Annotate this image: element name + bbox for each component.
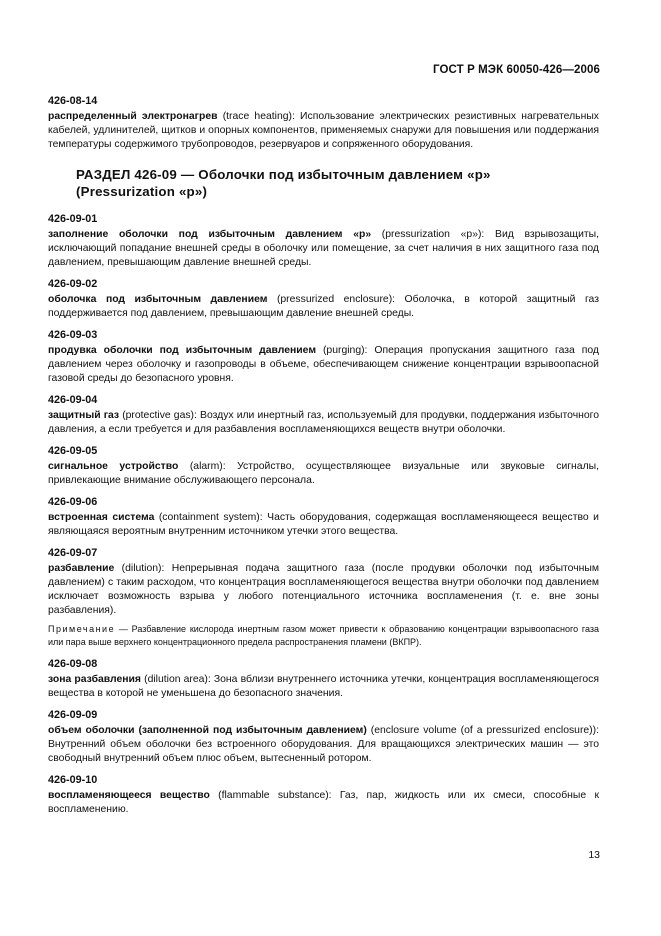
standard-header: ГОСТ Р МЭК 60050-426—2006 bbox=[433, 64, 600, 76]
term-definition bbox=[48, 789, 599, 817]
term-text: (pressurized enclosure): Оболочка, в которой защитный газ поддерживается под давлением, превышающим давление внешней среды. bbox=[48, 294, 599, 319]
note bbox=[48, 623, 599, 648]
term-name: сигнальное устройство bbox=[48, 461, 179, 472]
term-number: 426-09-10 bbox=[48, 774, 98, 786]
term-text: (trace heating): Использование электрических резистивных нагревательных кабелей, удлинителей, щитков и опорных компонентов, применяемых снаружи для повышения или поддержания температуры содержимого трубопроводов, резервуаров и сопряженного оборудования. bbox=[48, 111, 599, 150]
term-text: (containment system): Часть оборудования, содержащая воспламеняющееся вещество и являющаяся вероятным внутренним источником утечки этого вещества. bbox=[48, 512, 599, 537]
term-definition bbox=[48, 293, 599, 321]
page-number: 13 bbox=[588, 849, 600, 861]
term-text: (enclosure volume (of a pressurized enclosure)): Внутренний объем оболочки без встроенного оборудования. Для вращающихся электрических машин — это свободный внутренний объем плюс объем, вытесненный ротором. bbox=[48, 725, 599, 764]
term-number: 426-09-02 bbox=[48, 278, 98, 290]
term-entry bbox=[48, 708, 599, 766]
term-definition bbox=[48, 344, 599, 386]
term-name: продувка оболочки под избыточным давлением bbox=[48, 345, 317, 356]
term-name: воспламеняющееся вещество bbox=[48, 790, 210, 801]
term-number: 426-09-07 bbox=[48, 547, 98, 559]
term-number: 426-09-03 bbox=[48, 329, 98, 341]
term-number: 426-09-01 bbox=[48, 213, 98, 225]
term-text: (flammable substance): Газ, пар, жидкость или их смеси, способные к воспламенению. bbox=[48, 790, 599, 815]
term-entry bbox=[48, 212, 599, 270]
term-definition bbox=[48, 228, 599, 270]
term-entry bbox=[48, 328, 599, 386]
term-entry bbox=[48, 277, 599, 321]
term-name: зона разбавления bbox=[48, 674, 141, 685]
term-name: защитный газ bbox=[48, 410, 120, 421]
term-number: 426-09-09 bbox=[48, 709, 98, 721]
term-number: 426-09-04 bbox=[48, 394, 98, 406]
note-label: Примечание bbox=[48, 624, 116, 634]
term-text: (alarm): Устройство, осуществляющее визуальные или звуковые сигналы, привлекающие внимание обслуживающего персонала. bbox=[48, 461, 599, 486]
page-content bbox=[48, 94, 599, 824]
term-number: 426-09-05 bbox=[48, 445, 98, 457]
term-text: (dilution): Непрерывная подача защитного газа (после продувки оболочки под избыточным давлением) с таким расходом, что концентрация воспламеняющегося вещества внутри оболочки под давлением исключает возможность взрыва у любого потенциального источника воспламенения (т. е. вне зоны разбавления). bbox=[48, 563, 599, 616]
term-definition bbox=[48, 562, 599, 618]
term-definition bbox=[48, 673, 599, 701]
term-name: встроенная система bbox=[48, 512, 155, 523]
term-entry bbox=[48, 773, 599, 817]
term-name: разбавление bbox=[48, 563, 115, 574]
term-definition bbox=[48, 110, 599, 152]
section-title-line2: (Pressurization «р») bbox=[76, 184, 208, 199]
note-text: — Разбавление кислорода инертным газом может привести к образованию концентрации взрывоопасного газа или пара выше верхнего концентрационного предела распространения пламени (ВКПР). bbox=[48, 624, 599, 647]
term-entry bbox=[48, 94, 599, 152]
term-name: распределенный электронагрев bbox=[48, 111, 218, 122]
term-entry bbox=[48, 444, 599, 488]
term-definition bbox=[48, 460, 599, 488]
section-title-line1: РАЗДЕЛ 426-09 — Оболочки под избыточным давлением «р» bbox=[76, 167, 491, 182]
term-text: (pressurization «р»): Вид взрывозащиты, исключающий попадание внешней среды в оболочку или помещение, за счет наличия в них защитного газа под давлением, превышающим давление внешней среды. bbox=[48, 229, 599, 268]
term-definition bbox=[48, 724, 599, 766]
term-number: 426-09-08 bbox=[48, 658, 98, 670]
section-title bbox=[76, 166, 599, 200]
term-name: заполнение оболочки под избыточным давлением «р» bbox=[48, 229, 372, 240]
term-entry bbox=[48, 546, 599, 618]
term-number: 426-09-06 bbox=[48, 496, 98, 508]
term-entry bbox=[48, 495, 599, 539]
term-text: (purging): Операция пропускания защитного газа под давлением через оболочку и газопроводы в объеме, обеспечивающем снижение концентрации взрывоопасной газовой среды до безопасного уровня. bbox=[48, 345, 599, 384]
term-definition bbox=[48, 511, 599, 539]
term-name: объем оболочки (заполненной под избыточным давлением) bbox=[48, 725, 367, 736]
term-definition bbox=[48, 409, 599, 437]
term-text: (protective gas): Воздух или инертный газ, используемый для продувки, поддержания избыточного давления, а если требуется и для разбавления воспламеняющихся веществ внутри оболочки. bbox=[48, 410, 599, 435]
term-entry bbox=[48, 657, 599, 701]
term-number: 426-08-14 bbox=[48, 95, 98, 107]
term-entry bbox=[48, 393, 599, 437]
term-name: оболочка под избыточным давлением bbox=[48, 294, 268, 305]
term-text: (dilution area): Зона вблизи внутреннего источника утечки, концентрация воспламеняющегося вещества в которой не уменьшена до безопасного значения. bbox=[48, 674, 599, 699]
